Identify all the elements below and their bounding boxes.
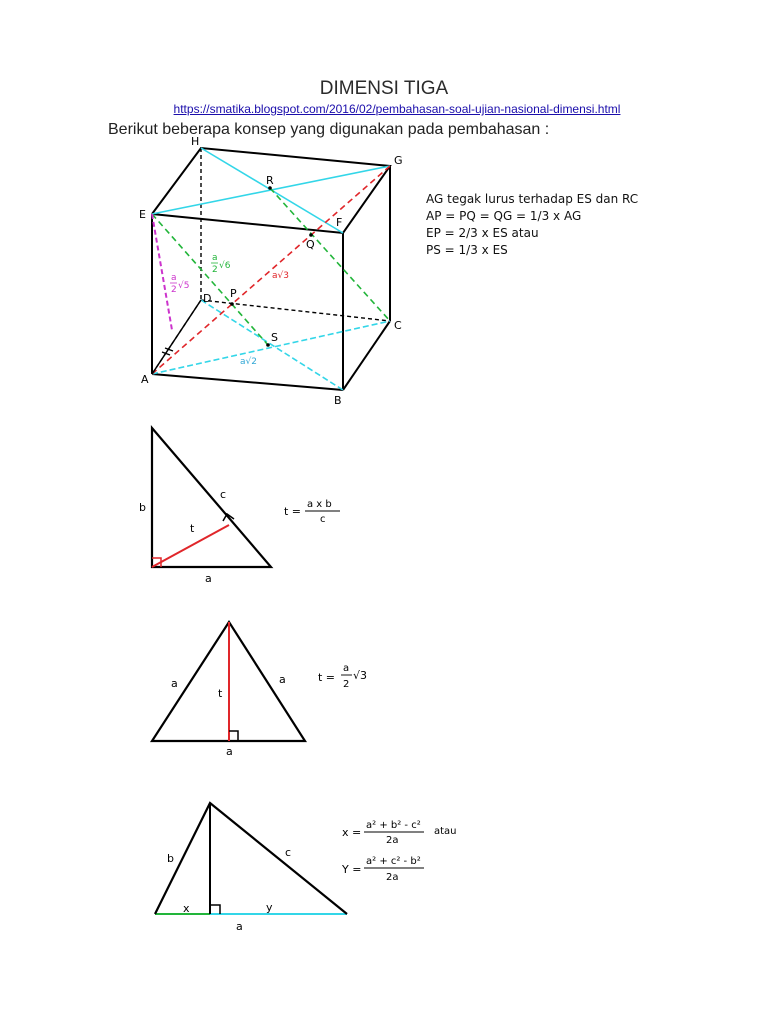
gt-label-b: b (167, 852, 174, 865)
label-q: Q (306, 238, 315, 251)
equilateral-triangle (152, 622, 367, 758)
eq-label-a-right: a (279, 673, 286, 686)
eq-label-a-left: a (171, 677, 178, 690)
label-p: P (230, 287, 237, 300)
right-triangle-outline (152, 428, 271, 567)
edge-dc (201, 300, 390, 321)
line-magenta (152, 214, 172, 330)
cube-diagram (139, 135, 403, 407)
note-2: AP = PQ = QG = 1/3 x AG (426, 209, 582, 223)
gt-label-x: x (183, 902, 190, 915)
equilateral-right-angle (229, 731, 238, 741)
label-s: S (271, 331, 278, 344)
point-s (266, 343, 270, 347)
frac-num-6: a (212, 253, 218, 263)
note-4: PS = 1/3 x ES (426, 243, 508, 257)
edge-ab (152, 374, 343, 390)
gt-y-num: a² + c² - b² (366, 856, 421, 867)
note-3: EP = 2/3 x ES atau (426, 226, 539, 240)
label-c: C (394, 319, 402, 332)
gt-y-den: 2a (386, 872, 399, 883)
line-es (152, 214, 268, 345)
label-f: F (336, 216, 343, 229)
label-e: E (139, 208, 146, 221)
rt-formula-num: a x b (307, 499, 332, 510)
rt-label-c: c (220, 488, 227, 501)
rt-label-b: b (139, 501, 146, 514)
gt-right-angle (210, 905, 220, 914)
label-r: R (266, 174, 274, 187)
gt-x-num: a² + b² - c² (366, 820, 421, 831)
label-a-root5: √5 (178, 281, 190, 291)
eq-label-a-base: a (226, 745, 233, 758)
label-d: D (203, 292, 212, 305)
rt-formula-den: c (320, 514, 326, 525)
general-triangle (155, 803, 457, 933)
diag-ac (152, 321, 390, 374)
label-b: B (334, 394, 342, 407)
general-outline (155, 803, 347, 914)
frac-den-6: 2 (212, 265, 218, 275)
gt-label-a: a (236, 920, 243, 933)
label-h: H (191, 135, 200, 148)
gt-label-c: c (285, 846, 292, 859)
gt-x-den: 2a (386, 835, 399, 846)
page-title: DIMENSI TIGA (319, 78, 449, 99)
right-triangle (139, 428, 340, 585)
label-g: G (394, 154, 403, 167)
rt-label-t: t (190, 522, 195, 535)
label-a-root3: a√3 (272, 271, 289, 281)
gt-y-lhs: Y = (342, 863, 362, 876)
note-1: AG tegak lurus terhadap ES dan RC (426, 192, 639, 206)
point-p (230, 302, 234, 306)
eq-formula-num: a (343, 663, 350, 674)
gt-x-suffix: atau (434, 826, 457, 837)
frac-num-5: a (171, 273, 177, 283)
cube-notes (426, 192, 638, 257)
eq-label-t: t (218, 687, 223, 700)
eq-formula-lhs: t = (318, 671, 336, 684)
eq-formula-den: 2 (343, 679, 350, 690)
label-a-root6: √6 (219, 261, 231, 271)
source-link[interactable]: https://smatika.blogspot.com/2016/02/pembahasan-soal-ujian-nasional-dimensi.html (173, 102, 621, 116)
edge-bc (343, 321, 390, 390)
rt-formula-lhs: t = (284, 505, 302, 518)
label-a-root2: a√2 (240, 357, 257, 367)
gt-label-y: y (266, 901, 273, 914)
intro-text: Berikut beberapa konsep yang digunakan pada pembahasan : (108, 121, 550, 138)
label-a: A (141, 373, 149, 386)
point-q (309, 233, 313, 237)
gt-x-lhs: x = (342, 826, 362, 839)
eq-formula-root: √3 (353, 669, 368, 682)
rt-label-a: a (205, 572, 212, 585)
frac-den-5: 2 (171, 285, 177, 295)
